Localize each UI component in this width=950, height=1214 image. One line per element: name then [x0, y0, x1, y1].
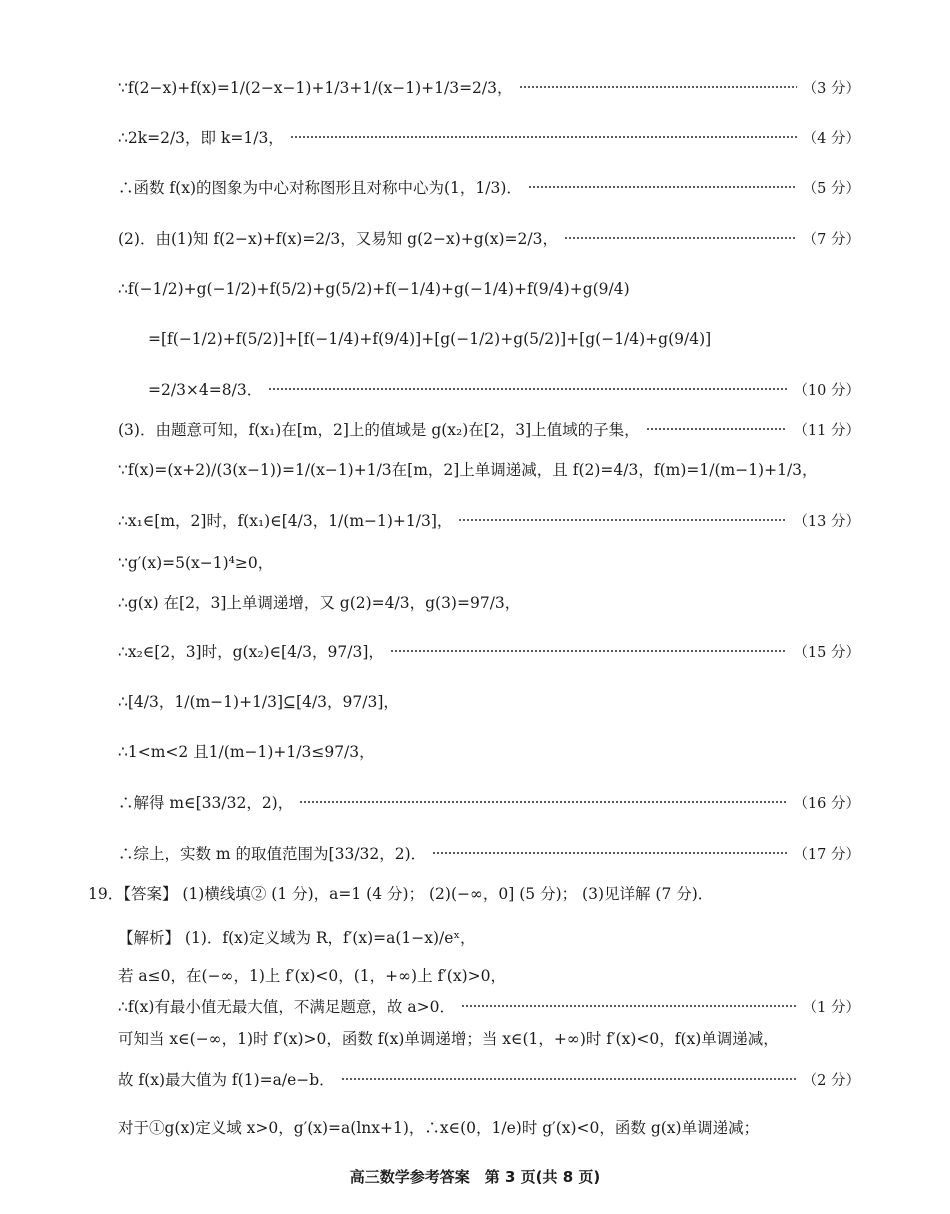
- leader-dots: [564, 237, 797, 239]
- leader-dots: [268, 388, 787, 390]
- solution-text: (2)．由(1)知 f(2−x)+f(x)=2/3，又易知 g(2−x)+g(x)=2/3，: [118, 230, 558, 248]
- score-mark: （13 分）: [793, 513, 860, 530]
- solution-line: [118, 280, 860, 298]
- leader-dots: [299, 801, 787, 803]
- leader-dots: [528, 186, 797, 188]
- solution-line: [148, 330, 860, 348]
- solution-text: ∴解得 m∈[33/32，2)，: [118, 794, 294, 812]
- leader-dots: [519, 86, 797, 88]
- score-mark: （11 分）: [793, 422, 860, 439]
- answer-text: 19．【答案】 (1)横线填② (1 分)，a=1 (4 分)； (2)(−∞，0] (5 分)； (3)见详解 (7 分)．: [88, 885, 714, 903]
- solution-line: [118, 640, 860, 662]
- score-mark: （7 分）: [802, 231, 860, 248]
- solution-line: [118, 591, 860, 613]
- solution-line: [118, 1027, 860, 1049]
- solution-text: ∴x₂∈[2，3]时，g(x₂)∈[4/3，97/3]，: [118, 643, 384, 661]
- solution-line: [118, 842, 860, 864]
- solution-line: [118, 509, 860, 531]
- solution-text: (3)．由题意可知，f(x₁)在[m，2]上的值域是 g(x₂)在[2，3]上值域的子集，: [118, 421, 640, 439]
- score-mark: （17 分）: [793, 846, 860, 863]
- leader-dots: [290, 136, 797, 138]
- solution-line: [118, 418, 860, 440]
- solution-text: ∴[4/3，1/(m−1)+1/3]⊆[4/3，97/3]，: [118, 693, 399, 711]
- solution-text: ∴函数 f(x)的图象为中心对称图形且对称中心为(1，1/3)．: [118, 179, 522, 197]
- solution-line: [118, 964, 860, 986]
- leader-dots: [390, 650, 788, 652]
- solution-line: [118, 690, 860, 712]
- leader-dots: [341, 1078, 797, 1080]
- leader-dots: [646, 428, 788, 430]
- solution-text: ∴g(x) 在[2，3]上单调递增，又 g(2)=4/3，g(3)=97/3，: [118, 594, 521, 612]
- score-mark: （4 分）: [802, 130, 860, 147]
- solution-text: 若 a≤0，在(−∞，1)上 f′(x)<0，(1，+∞)上 f′(x)>0，: [118, 967, 506, 985]
- solution-line: [118, 740, 860, 762]
- score-mark: （10 分）: [793, 382, 860, 399]
- solution-text: =2/3×4=8/3．: [148, 381, 263, 399]
- analysis-text: 【解析】 (1)．f(x)定义域为 R，f′(x)=a(1−x)/eˣ，: [118, 929, 476, 947]
- leader-dots: [432, 852, 787, 854]
- leader-dots: [461, 1005, 797, 1007]
- solution-line: [118, 458, 860, 480]
- solution-text: ∴综上，实数 m 的取值范围为[33/32，2)．: [118, 845, 427, 863]
- solution-text: ∴f(−1/2)+g(−1/2)+f(5/2)+g(5/2)+f(−1/4)+g(−1/4)+f(9/4)+g(9/4): [118, 280, 630, 298]
- solution-text: ∴1<m<2 且1/(m−1)+1/3≤97/3，: [118, 743, 375, 761]
- score-mark: （1 分）: [802, 999, 860, 1016]
- solution-line: [148, 378, 860, 400]
- leader-dots: [458, 519, 787, 521]
- solution-line: [118, 995, 860, 1017]
- score-mark: （15 分）: [793, 644, 860, 661]
- solution-text: 可知当 x∈(−∞，1)时 f′(x)>0，函数 f(x)单调递增；当 x∈(1，+∞)时 f′(x)<0，f(x)单调递减，: [118, 1030, 779, 1048]
- solution-line: [118, 76, 860, 98]
- solution-text: ∴f(x)有最小值无最大值，不满足题意，故 a>0．: [118, 998, 455, 1016]
- solution-line: [118, 227, 860, 249]
- solution-text: ∵g′(x)=5(x−1)⁴≥0，: [118, 554, 274, 572]
- solution-line: [118, 126, 860, 148]
- score-mark: （3 分）: [802, 80, 860, 97]
- solution-text: ∵f(2−x)+f(x)=1/(2−x−1)+1/3+1/(x−1)+1/3=2/3，: [118, 79, 513, 97]
- solution-text: =[f(−1/2)+f(5/2)]+[f(−1/4)+f(9/4)]+[g(−1/2)+g(5/2)]+[g(−1/4)+g(9/4)]: [148, 330, 712, 348]
- solution-line: [118, 1068, 860, 1090]
- solution-text: 对于①g(x)定义域 x>0，g′(x)=a(lnx+1)，∴x∈(0，1/e)时 g′(x)<0，函数 g(x)单调递减；: [118, 1119, 760, 1137]
- solution-line: [118, 551, 860, 573]
- score-mark: （2 分）: [802, 1072, 860, 1089]
- page-footer: 高三数学参考答案 第 3 页(共 8 页): [349, 1168, 601, 1186]
- score-mark: （16 分）: [793, 795, 860, 812]
- solution-text: 故 f(x)最大值为 f(1)=a/e−b．: [118, 1071, 335, 1089]
- solution-text: ∵f(x)=(x+2)/(3(x−1))=1/(x−1)+1/3在[m，2]上单调递减，且 f(2)=4/3，f(m)=1/(m−1)+1/3，: [118, 461, 818, 479]
- question-19-answer: [88, 882, 860, 904]
- solution-text: ∴2k=2/3，即 k=1/3，: [118, 129, 284, 147]
- solution-line: [118, 791, 860, 813]
- score-mark: （5 分）: [802, 180, 860, 197]
- solution-text: ∴x₁∈[m，2]时，f(x₁)∈[4/3，1/(m−1)+1/3]，: [118, 512, 453, 530]
- solution-line: [118, 1116, 860, 1138]
- analysis-line: [118, 926, 860, 948]
- solution-line: [118, 176, 860, 198]
